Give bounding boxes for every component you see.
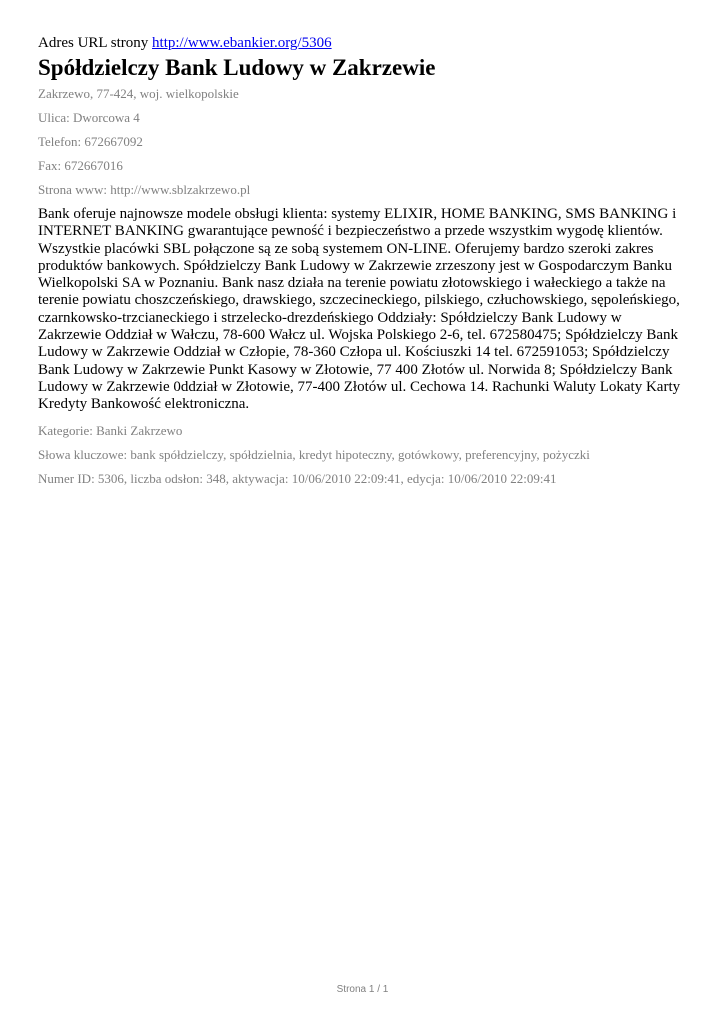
fax-text: Fax: 672667016 [38,158,123,173]
keywords-text: Słowa kluczowe: bank spółdzielczy, spółdzielnia, kredyt hipoteczny, gotówkowy, preferencyjny, pożyczki [38,446,590,462]
description-paragraph: Bank oferuje najnowsze modele obsługi klienta: systemy ELIXIR, HOME BANKING, SMS BANKING i INTERNET BANKING gwarantujące pewność i bezpieczeństwo a przede wszystkim wygodę klientów. Wszystkie placówki SBL połączone są ze sobą systemem ON-LINE. Oferujemy bardzo szeroki zakres produktów bankowych. Spółdzielczy Bank Ludowy w Zakrzewie zrzeszony jest w Gospodarczym Banku Wielkopolski SA w Poznaniu. Bank nasz działa na terenie powiatu złotowskiego i wałeckiego a także na terenie powiatu choszczeńskiego, drawskiego, szczecineckiego, pilskiego, człuchowskiego, sępoleńskiego, czarnkowsko-trzcianeckiego i strzelecko-drezdeńskiego Oddziały: Spółdzielczy Bank Ludowy w Zakrzewie Oddział w Wałczu, 78-600 Wałcz ul. Wojska Polskiego 2-6, tel. 672580475; Spółdzielczy Bank Ludowy w Zakrzewie Oddział w Człopie, 78-360 Człopa ul. Kościuszki 14 tel. 672591053; Spółdzielczy Bank Ludowy w Zakrzewie Punkt Kasowy w Złotowie, 77 400 Złotów ul. Norwida 8; Spółdzielczy Bank Ludowy w Zakrzewie 0ddział w Złotowie, 77-400 Złotów ul. Cechowa 14. Rachunki Waluty Lokaty Karty Kredyty Bankowość elektroniczna. [38,206,681,413]
phone-text: Telefon: 672667092 [38,134,143,149]
category-text: Kategorie: Banki Zakrzewo [38,422,183,438]
street-text: Ulica: Dworcowa 4 [38,110,140,125]
page-number-footer: Strona 1 / 1 [336,984,389,995]
page-title: Spółdzielczy Bank Ludowy w Zakrzewie [38,55,436,80]
address-text: Zakrzewo, 77-424, woj. wielkopolskie [38,86,239,101]
record-info-text: Numer ID: 5306, liczba odsłon: 348, aktywacja: 10/06/2010 22:09:41, edycja: 10/06/2010 22:09:41 [38,470,557,486]
website-text: Strona www: http://www.sblzakrzewo.pl [38,182,251,197]
page-url-line [38,34,688,52]
page-url-link[interactable]: http://www.ebankier.org/5306 [152,35,332,51]
url-prefix-label: Adres URL strony [38,35,153,51]
document-page [38,34,688,487]
